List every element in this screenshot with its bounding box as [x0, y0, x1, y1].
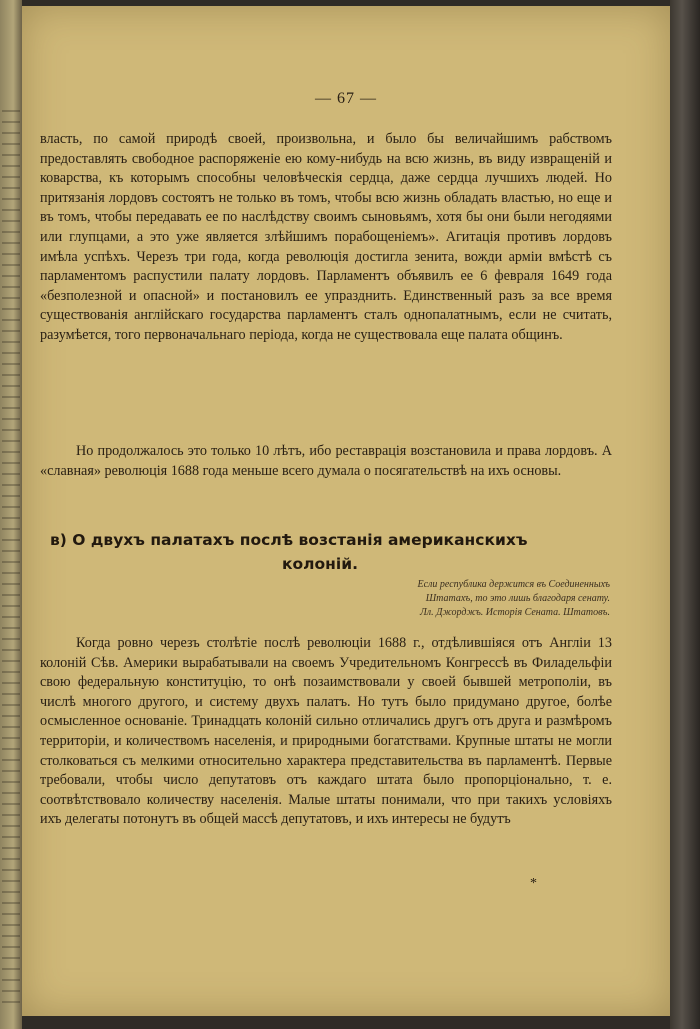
section-heading: [50, 528, 610, 576]
epigraph: [322, 578, 610, 620]
page-number: — 67 —: [315, 90, 377, 107]
paragraph-restoration: [40, 442, 612, 481]
epigraph-line-1: Если республика держится въ Соединенныхъ: [417, 579, 610, 590]
epigraph-line-2: Штатахъ, то это лишь благодаря сенату.: [425, 593, 610, 604]
facing-page-text-fragments: [2, 110, 20, 1010]
book-page: [22, 6, 670, 1016]
section-heading-line-1: в) О двухъ палатахъ послѣ возстанія американскихъ: [50, 531, 528, 549]
paragraph-2: Но продолжалось это только 10 лѣтъ, ибо реставрація возстановила и права лордовъ. А «славная» революція 1688 года меньше всего думала о посягательствѣ на ихъ основы.: [40, 443, 612, 479]
footnote-mark: *: [530, 876, 537, 891]
paragraph-1: власть, по самой природѣ своей, произвольна, и было бы величайшимъ рабствомъ предоставлять свободное распоряженіе ею кому-нибудь на всю жизнь, въ виду извращеній и коварства, къ которымъ способны человѣческія сердца, даже сердца лучшихъ людей. Но притязанія лордовъ состоятъ не только въ томъ, чтобы всю жизнь обладать властью, но еще и въ томъ, чтобы передавать ее по наслѣдству своимъ сыновьямъ, хотя бы они были негодяями или глупцами, а это уже является злѣйшимъ порабощеніемъ». Агитація противъ лордовъ имѣла успѣхъ. Черезъ три года, когда революція достигла зенита, вожди арміи вмѣстѣ съ парламентомъ распустили палату лордовъ. Парламентъ объявилъ ее 6 февраля 1649 года «безполезной и опасной» и постановилъ ее упразднить. Единственный разъ за все время существованія англійскаго государства парламентъ сталъ однопалатнымъ, если не считать, разумѣется, того первоначальнаго періода, когда не существовала еще палата общинъ.: [40, 131, 612, 343]
paragraph-american-colonies: [40, 634, 612, 830]
facing-page-edge: [0, 0, 22, 1029]
paragraph-3: Когда ровно черезъ столѣтіе послѣ революціи 1688 г., отдѣлившіяся отъ Англіи 13 колоній Сѣв. Америки вырабатывали на своемъ Учредительномъ Конгрессѣ въ Филадельфіи свою федеральную конституцію, то онѣ позаимствовали у своей бывшей метрополіи, въ числѣ многого другого, и систему двухъ палатъ. Но тутъ было придумано другое, болѣе осмысленное основаніе. Тринадцать колоній сильно отличались другъ отъ друга и размѣромъ территоріи, и количествомъ населенія, и природными богатствами. Крупные штаты не могли столковаться съ мелкими относительно характера представительства въ парламентѣ. Первые требовали, чтобы число депутатовъ отъ каждаго штата было пропорціонально, т. е. соотвѣтствовало количеству населенія. Малые штаты понимали, что при такихъ условіяхъ ихъ делегаты потонутъ въ общей массѣ депутатовъ, и ихъ интересы не будутъ: [40, 635, 612, 828]
epigraph-attribution: Лл. Джорджъ. Исторія Сената. Штатовъ.: [419, 607, 610, 618]
section-heading-line-2: колоній.: [282, 555, 358, 573]
book-cover-edge: [670, 0, 700, 1029]
paragraph-continuation: [40, 130, 612, 346]
